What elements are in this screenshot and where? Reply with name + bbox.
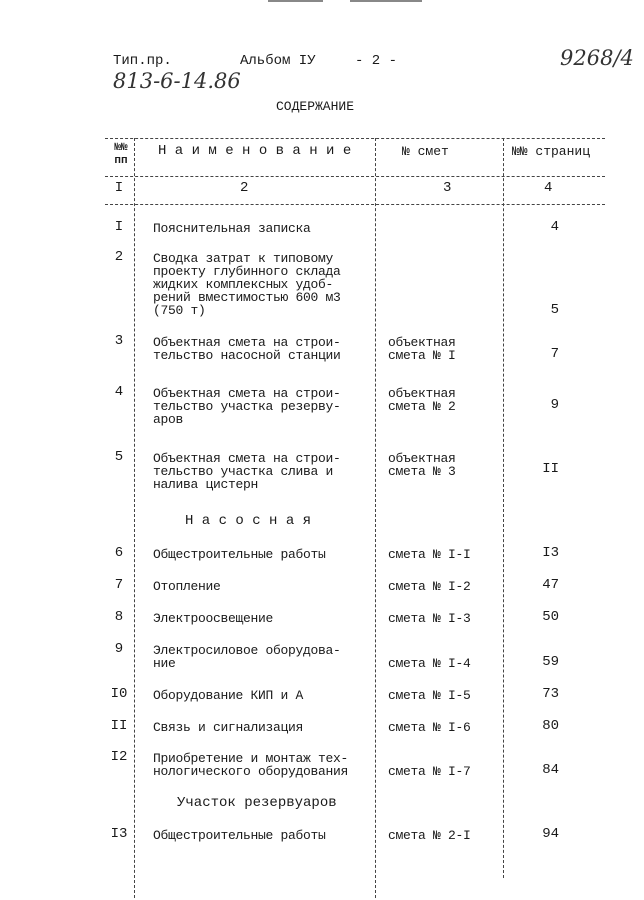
row-num: 9 — [114, 641, 124, 657]
row-name: Общестроительные работы — [153, 547, 326, 562]
row-name: Оборудование КИП и А — [153, 688, 304, 703]
row-name: Объектная смета на строи- тельство участка резерву- аров — [153, 386, 341, 427]
col-header-smeta: № смет — [402, 144, 449, 159]
scan-edge-mark — [268, 0, 323, 2]
row-name: Приобретение и монтаж тех- нологического оборудования — [153, 751, 349, 779]
row-page: 4 — [550, 219, 559, 235]
row-num: 3 — [114, 333, 124, 349]
scan-edge-mark — [350, 0, 422, 2]
row-smeta: объектная смета № 2 — [388, 386, 456, 414]
row-page: 9 — [550, 397, 559, 413]
row-num: I0 — [110, 686, 128, 702]
row-page: 84 — [542, 762, 559, 778]
row-page: 73 — [542, 686, 559, 702]
row-smeta: смета № I-5 — [388, 688, 471, 703]
page-title: СОДЕРЖАНИЕ — [276, 99, 355, 114]
column-divider — [375, 138, 376, 898]
column-divider — [134, 138, 135, 898]
row-num: 2 — [114, 249, 124, 265]
row-smeta: смета № 2-I — [388, 828, 471, 843]
col-number: 3 — [443, 180, 452, 196]
row-num: 8 — [114, 609, 124, 625]
col-number: I — [114, 180, 124, 196]
header-divider — [105, 204, 605, 205]
row-num: I — [114, 219, 124, 235]
col-header-name: Н а и м е н о в а н и е — [158, 143, 352, 159]
section-heading: Участок резервуаров — [177, 795, 337, 811]
row-page: 5 — [550, 302, 559, 318]
type-label: Тип.пр. — [113, 53, 172, 69]
row-num: 6 — [114, 545, 124, 561]
row-name: Отопление — [153, 579, 221, 594]
row-page: 50 — [542, 609, 559, 625]
archive-number: 9268/4 — [560, 46, 634, 70]
row-num: II — [110, 718, 128, 734]
row-page: I3 — [542, 545, 559, 561]
row-page: 47 — [542, 577, 559, 593]
row-num: 4 — [114, 384, 124, 400]
row-smeta: смета № I-4 — [388, 656, 471, 671]
row-name: Пояснительная записка — [153, 221, 311, 236]
row-page: 80 — [542, 718, 559, 734]
row-name: Общестроительные работы — [153, 828, 326, 843]
col-header-pages: №№ страниц — [512, 144, 591, 159]
row-smeta: смета № I-6 — [388, 720, 471, 735]
row-num: I3 — [110, 826, 128, 842]
row-num: 7 — [114, 577, 124, 593]
row-page: II — [542, 461, 559, 477]
row-name: Электросиловое оборудова- ние — [153, 643, 341, 671]
row-name: Электроосвещение — [153, 611, 274, 626]
row-page: 7 — [550, 346, 559, 362]
row-page: 94 — [542, 826, 559, 842]
row-name: Объектная смета на строи- тельство участка слива и налива цистерн — [153, 451, 341, 492]
row-num: 5 — [114, 449, 124, 465]
row-page: 59 — [542, 654, 559, 670]
row-smeta: смета № I-2 — [388, 579, 471, 594]
row-smeta: смета № I-3 — [388, 611, 471, 626]
col-number: 4 — [544, 180, 553, 196]
table-top-border — [105, 138, 605, 139]
project-code: 813-6-14.86 — [113, 69, 241, 93]
header-divider — [105, 176, 605, 177]
section-heading: Н а с о с н а я — [185, 513, 312, 529]
row-smeta: объектная смета № 3 — [388, 451, 456, 479]
row-name: Сводка затрат к типовому проекту глубинного склада жидких комплексных удоб- рений вместимостью 600 м3 (750 т) — [153, 251, 341, 318]
col-header-num: №№ пп — [114, 142, 128, 167]
row-name: Связь и сигнализация — [153, 720, 304, 735]
row-smeta: смета № I-7 — [388, 764, 471, 779]
col-number: 2 — [240, 180, 249, 196]
row-smeta: смета № I-I — [388, 547, 471, 562]
row-name: Объектная смета на строи- тельство насосной станции — [153, 335, 341, 363]
album-label: Альбом IУ — [240, 53, 316, 69]
column-divider — [503, 138, 504, 878]
page-number: - 2 - — [355, 53, 398, 69]
row-num: I2 — [110, 749, 128, 765]
row-smeta: объектная смета № I — [388, 335, 456, 363]
